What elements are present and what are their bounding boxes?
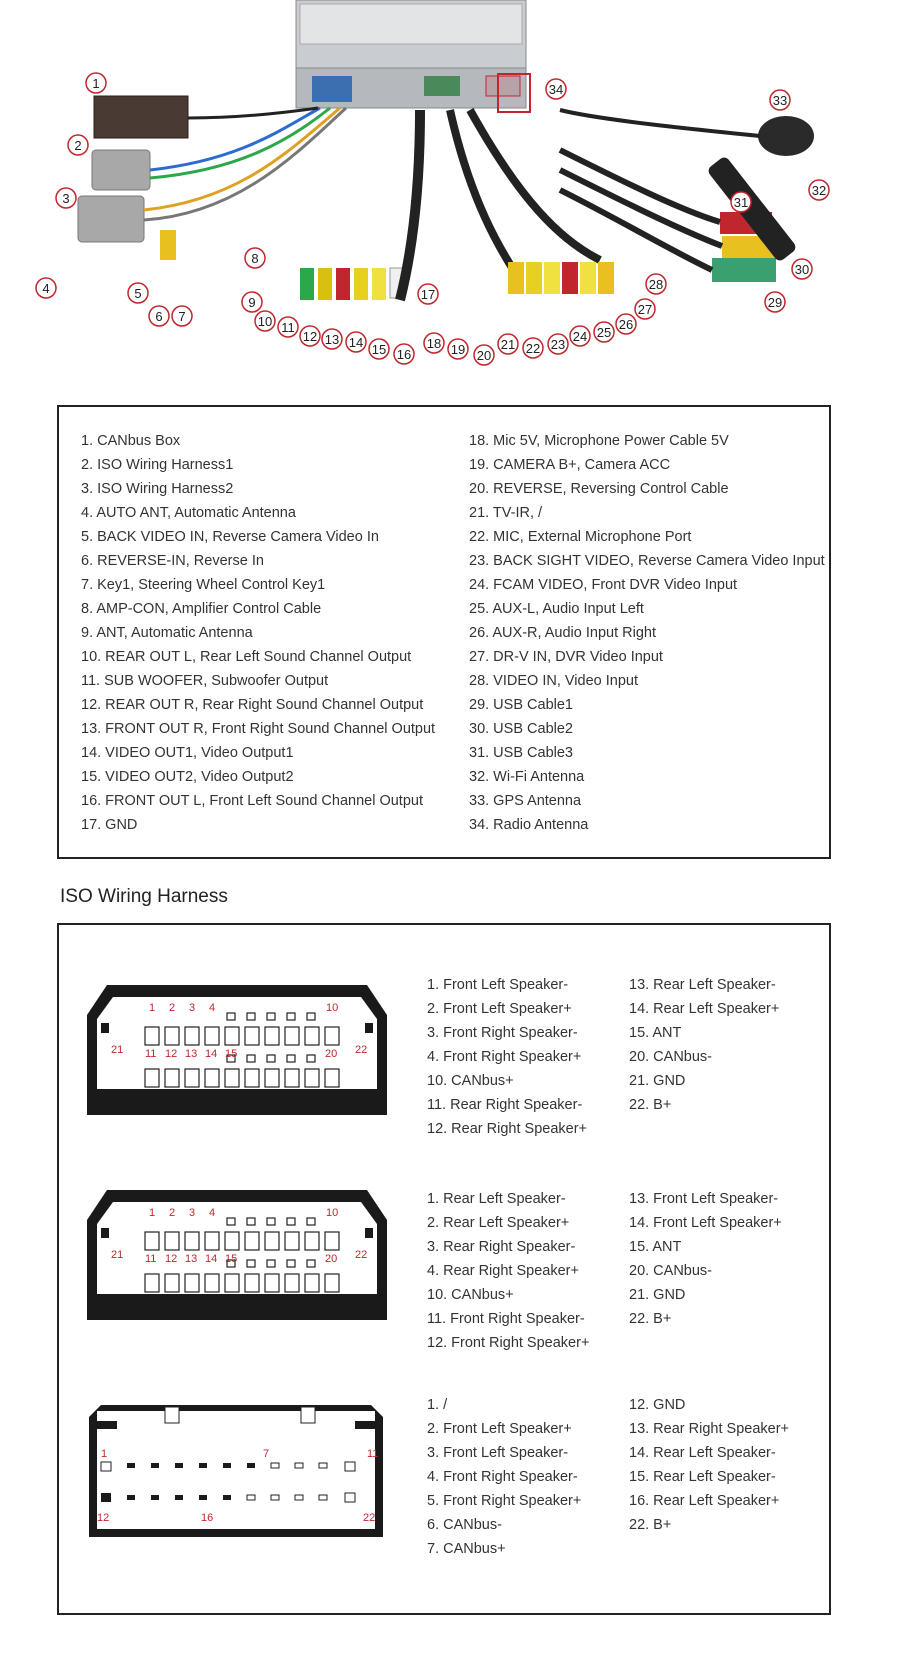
- iso-connector-3-diagram: [89, 1405, 395, 1539]
- pin-label: 11: [367, 1448, 379, 1460]
- pin-item: 5. Front Right Speaker+: [427, 1493, 582, 1509]
- legend-item: 21. TV-IR, /: [469, 505, 543, 521]
- pin-item: 12. Front Right Speaker+: [427, 1335, 590, 1351]
- callout-13: [322, 329, 342, 349]
- pin-item: 13. Rear Left Speaker-: [629, 977, 776, 993]
- callout-32: [809, 180, 829, 200]
- svg-text:23: 23: [550, 337, 566, 352]
- legend-item: 24. FCAM VIDEO, Front DVR Video Input: [469, 577, 738, 593]
- callout-12: [300, 326, 320, 346]
- svg-text:10: 10: [257, 314, 273, 329]
- svg-text:1: 1: [92, 76, 100, 91]
- svg-text:34: 34: [548, 82, 564, 97]
- pin-item: 20. CANbus-: [629, 1263, 713, 1279]
- harness2-col2: [629, 1187, 782, 1331]
- pin-item: 15. Rear Left Speaker-: [629, 1469, 776, 1485]
- callout-7: [172, 306, 192, 326]
- iso-harness-box: [57, 923, 831, 1615]
- callout-5: [128, 283, 148, 303]
- svg-text:25: 25: [596, 325, 612, 340]
- pin-item: 11. Front Right Speaker-: [427, 1311, 585, 1327]
- pin-label: 12: [97, 1512, 110, 1524]
- pin-label: 3: [189, 1002, 196, 1014]
- svg-text:31: 31: [733, 195, 749, 210]
- callout-4: [36, 278, 56, 298]
- svg-text:22: 22: [525, 341, 541, 356]
- legend-right-column: [469, 429, 825, 837]
- pin-item: 1. Rear Left Speaker-: [427, 1191, 566, 1207]
- legend-left-column: [81, 429, 435, 837]
- callout-31: [731, 192, 751, 212]
- pin-label: 21: [111, 1044, 124, 1056]
- legend-item: 12. REAR OUT R, Rear Right Sound Channel Output: [81, 697, 424, 713]
- pin-item: 20. CANbus-: [629, 1049, 713, 1065]
- callout-22: [523, 338, 543, 358]
- pin-item: 14. Rear Left Speaker+: [629, 1001, 780, 1017]
- legend-item: 26. AUX-R, Audio Input Right: [469, 625, 656, 641]
- pin-label: 1: [149, 1207, 156, 1219]
- legend-item: 15. VIDEO OUT2, Video Output2: [81, 769, 294, 785]
- legend-item: 32. Wi-Fi Antenna: [469, 769, 585, 785]
- canbus-box-shape: [94, 96, 188, 138]
- legend-item: 33. GPS Antenna: [469, 793, 582, 809]
- pin-item: 4. Front Right Speaker+: [427, 1049, 582, 1065]
- pin-item: 12. GND: [629, 1397, 686, 1413]
- callout-18: [424, 333, 444, 353]
- pin-label: 11: [145, 1253, 157, 1265]
- harness1-col1: [427, 973, 587, 1141]
- callout-15: [369, 339, 389, 359]
- pin-item: 14. Rear Left Speaker-: [629, 1445, 776, 1461]
- legend-item: 17. GND: [81, 817, 138, 833]
- legend-item: 8. AMP-CON, Amplifier Control Cable: [81, 601, 322, 617]
- svg-text:32: 32: [811, 183, 827, 198]
- pin-label: 12: [165, 1253, 178, 1265]
- svg-text:29: 29: [767, 295, 783, 310]
- legend-item: 11. SUB WOOFER, Subwoofer Output: [81, 673, 329, 689]
- pin-label: 22: [355, 1249, 368, 1261]
- pin-label: 22: [355, 1044, 368, 1056]
- legend-item: 29. USB Cable1: [469, 697, 573, 713]
- legend-item: 30. USB Cable2: [469, 721, 573, 737]
- harness3-col1: [427, 1393, 581, 1561]
- callout-29: [765, 292, 785, 312]
- pin-label: 4: [209, 1207, 216, 1219]
- pin-item: 12. Rear Right Speaker+: [427, 1121, 587, 1137]
- harness1-col2: [629, 973, 779, 1117]
- svg-text:30: 30: [794, 262, 810, 277]
- legend-item: 13. FRONT OUT R, Front Right Sound Channel Output: [81, 721, 436, 737]
- pin-item: 3. Front Right Speaker-: [427, 1025, 578, 1041]
- callout-28: [646, 274, 666, 294]
- pin-item: 1. Front Left Speaker-: [427, 977, 569, 993]
- legend-box: [57, 405, 831, 859]
- legend-item: 5. BACK VIDEO IN, Reverse Camera Video In: [81, 529, 379, 545]
- pin-item: 22. B+: [629, 1097, 672, 1113]
- svg-text:16: 16: [396, 347, 412, 362]
- pin-label: 7: [263, 1448, 270, 1460]
- legend-item: 28. VIDEO IN, Video Input: [469, 673, 638, 689]
- legend-item: 9. ANT, Automatic Antenna: [81, 625, 253, 641]
- svg-text:15: 15: [371, 342, 387, 357]
- legend-item: 16. FRONT OUT L, Front Left Sound Channel Output: [81, 793, 423, 809]
- callout-21: [498, 334, 518, 354]
- svg-text:24: 24: [572, 329, 588, 344]
- callout-10: [255, 311, 275, 331]
- svg-text:3: 3: [62, 191, 70, 206]
- svg-text:28: 28: [648, 277, 664, 292]
- callout-30: [792, 259, 812, 279]
- pin-label: 10: [326, 1002, 339, 1014]
- legend-item: 22. MIC, External Microphone Port: [469, 529, 692, 545]
- pin-item: 16. Rear Left Speaker+: [629, 1493, 780, 1509]
- pin-item: 4. Front Right Speaker-: [427, 1469, 578, 1485]
- iso-connector-2-diagram: [87, 1190, 397, 1330]
- svg-text:2: 2: [74, 138, 82, 153]
- svg-text:17: 17: [420, 287, 436, 302]
- callout-17: [418, 284, 438, 304]
- pin-label: 22: [363, 1512, 376, 1524]
- harness2-col1: [427, 1187, 589, 1355]
- pin-item: 1. /: [427, 1397, 448, 1413]
- pin-label: 15: [225, 1253, 238, 1265]
- callout-20: [474, 345, 494, 365]
- callout-3: [56, 188, 76, 208]
- pin-label: 2: [169, 1207, 176, 1219]
- pin-label: 12: [165, 1048, 178, 1060]
- legend-item: 3. ISO Wiring Harness2: [81, 481, 234, 497]
- svg-text:13: 13: [324, 332, 340, 347]
- pin-label: 2: [169, 1002, 176, 1014]
- svg-text:8: 8: [251, 251, 259, 266]
- legend-item: 23. BACK SIGHT VIDEO, Reverse Camera Video Input: [469, 553, 825, 569]
- cable-photo: [0, 0, 900, 380]
- pin-label: 20: [325, 1253, 338, 1265]
- pin-item: 10. CANbus+: [427, 1287, 514, 1303]
- callout-27: [635, 299, 655, 319]
- pin-item: 13. Front Left Speaker-: [629, 1191, 779, 1207]
- callout-33: [770, 90, 790, 110]
- svg-text:9: 9: [248, 295, 256, 310]
- pin-label: 13: [185, 1253, 198, 1265]
- svg-text:5: 5: [134, 286, 142, 301]
- pin-item: 2. Rear Left Speaker+: [427, 1215, 570, 1231]
- pin-item: 11. Rear Right Speaker-: [427, 1097, 583, 1113]
- callout-19: [448, 339, 468, 359]
- pin-item: 15. ANT: [629, 1239, 682, 1255]
- pin-label: 3: [189, 1207, 196, 1219]
- svg-text:4: 4: [42, 281, 50, 296]
- legend-item: 19. CAMERA B+, Camera ACC: [469, 457, 671, 473]
- svg-text:19: 19: [450, 342, 466, 357]
- callout-25: [594, 322, 614, 342]
- iso-connector-1-diagram: [87, 985, 397, 1125]
- callout-6: [149, 306, 169, 326]
- pin-label: 13: [185, 1048, 198, 1060]
- callout-23: [548, 334, 568, 354]
- legend-item: 20. REVERSE, Reversing Control Cable: [469, 481, 729, 497]
- pin-item: 14. Front Left Speaker+: [629, 1215, 782, 1231]
- pin-item: 7. CANbus+: [427, 1541, 506, 1557]
- pin-item: 10. CANbus+: [427, 1073, 514, 1089]
- pin-label: 15: [225, 1048, 238, 1060]
- svg-text:27: 27: [637, 302, 653, 317]
- pin-label: 14: [205, 1253, 218, 1265]
- legend-item: 14. VIDEO OUT1, Video Output1: [81, 745, 294, 761]
- callout-14: [346, 332, 366, 352]
- pin-item: 22. B+: [629, 1311, 672, 1327]
- legend-item: 7. Key1, Steering Wheel Control Key1: [81, 577, 326, 593]
- callout-34: [546, 79, 566, 99]
- svg-text:26: 26: [618, 317, 634, 332]
- pin-label: 14: [205, 1048, 218, 1060]
- legend-item: 18. Mic 5V, Microphone Power Cable 5V: [469, 433, 729, 449]
- svg-text:12: 12: [302, 329, 318, 344]
- callout-8: [245, 248, 265, 268]
- legend-item: 1. CANbus Box: [81, 433, 181, 449]
- pin-item: 3. Rear Right Speaker-: [427, 1239, 576, 1255]
- callout-16: [394, 344, 414, 364]
- pin-item: 4. Rear Right Speaker+: [427, 1263, 579, 1279]
- pin-item: 21. GND: [629, 1073, 686, 1089]
- callout-1: [86, 73, 106, 93]
- pin-item: 22. B+: [629, 1517, 672, 1533]
- section-title: ISO Wiring Harness: [60, 886, 228, 907]
- legend-item: 31. USB Cable3: [469, 745, 573, 761]
- pin-item: 3. Front Left Speaker-: [427, 1445, 569, 1461]
- svg-text:18: 18: [426, 336, 442, 351]
- legend-item: 4. AUTO ANT, Automatic Antenna: [81, 505, 296, 521]
- callout-24: [570, 326, 590, 346]
- pin-label: 4: [209, 1002, 216, 1014]
- svg-text:6: 6: [155, 309, 163, 324]
- pin-item: 2. Front Left Speaker+: [427, 1001, 572, 1017]
- legend-item: 2. ISO Wiring Harness1: [81, 457, 234, 473]
- legend-item: 34. Radio Antenna: [469, 817, 589, 833]
- legend-item: 27. DR-V IN, DVR Video Input: [469, 649, 663, 665]
- svg-text:33: 33: [772, 93, 788, 108]
- pin-label: 20: [325, 1048, 338, 1060]
- svg-text:11: 11: [281, 320, 295, 335]
- svg-text:20: 20: [476, 348, 492, 363]
- legend-item: 25. AUX-L, Audio Input Left: [469, 601, 644, 617]
- pin-item: 2. Front Left Speaker+: [427, 1421, 572, 1437]
- pin-item: 21. GND: [629, 1287, 686, 1303]
- pin-label: 16: [201, 1512, 214, 1524]
- pin-item: 13. Rear Right Speaker+: [629, 1421, 789, 1437]
- legend-item: 6. REVERSE-IN, Reverse In: [81, 553, 264, 569]
- pin-label: 10: [326, 1207, 339, 1219]
- svg-text:21: 21: [500, 337, 516, 352]
- callout-11: [278, 317, 298, 337]
- callout-2: [68, 135, 88, 155]
- callout-26: [616, 314, 636, 334]
- pin-label: 21: [111, 1249, 124, 1261]
- pin-item: 15. ANT: [629, 1025, 682, 1041]
- pin-label: 11: [145, 1048, 157, 1060]
- legend-item: 10. REAR OUT L, Rear Left Sound Channel Output: [81, 649, 412, 665]
- callout-9: [242, 292, 262, 312]
- pin-label: 1: [101, 1448, 108, 1460]
- svg-text:14: 14: [348, 335, 364, 350]
- harness3-col2: [629, 1393, 789, 1537]
- svg-text:7: 7: [178, 309, 186, 324]
- pin-item: 6. CANbus-: [427, 1517, 502, 1533]
- pin-label: 1: [149, 1002, 156, 1014]
